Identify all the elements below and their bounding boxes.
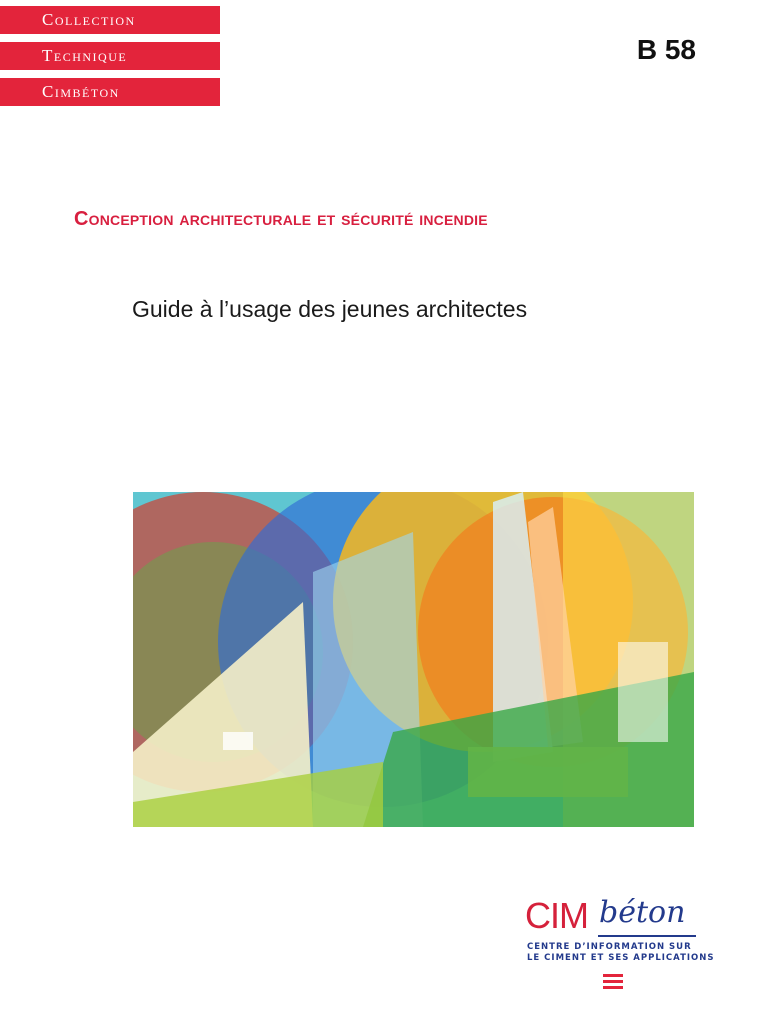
cimbeton-logo xyxy=(525,895,715,1010)
logo-cim: CIM xyxy=(525,895,588,936)
series-label-collection: Collection xyxy=(0,6,220,34)
logo-tagline-2: LE CIMENT ET SES APPLICATIONS xyxy=(527,953,715,963)
logo-tagline-1: CENTRE D’INFORMATION SUR xyxy=(527,942,692,952)
cover-illustration xyxy=(133,492,694,827)
logo-underline xyxy=(598,935,696,937)
cover-illustration-graphic xyxy=(133,492,694,827)
series-label-cimbeton: Cimbéton xyxy=(0,78,220,106)
document-title: Conception architecturale et sécurité incendie xyxy=(74,208,488,230)
logo-beton: béton xyxy=(599,895,686,930)
document-subtitle: Guide à l’usage des jeunes architectes xyxy=(132,296,528,322)
document-code: B 58 xyxy=(636,34,696,65)
logo-mark-icon xyxy=(603,974,623,989)
series-label-technique: Technique xyxy=(0,42,220,70)
